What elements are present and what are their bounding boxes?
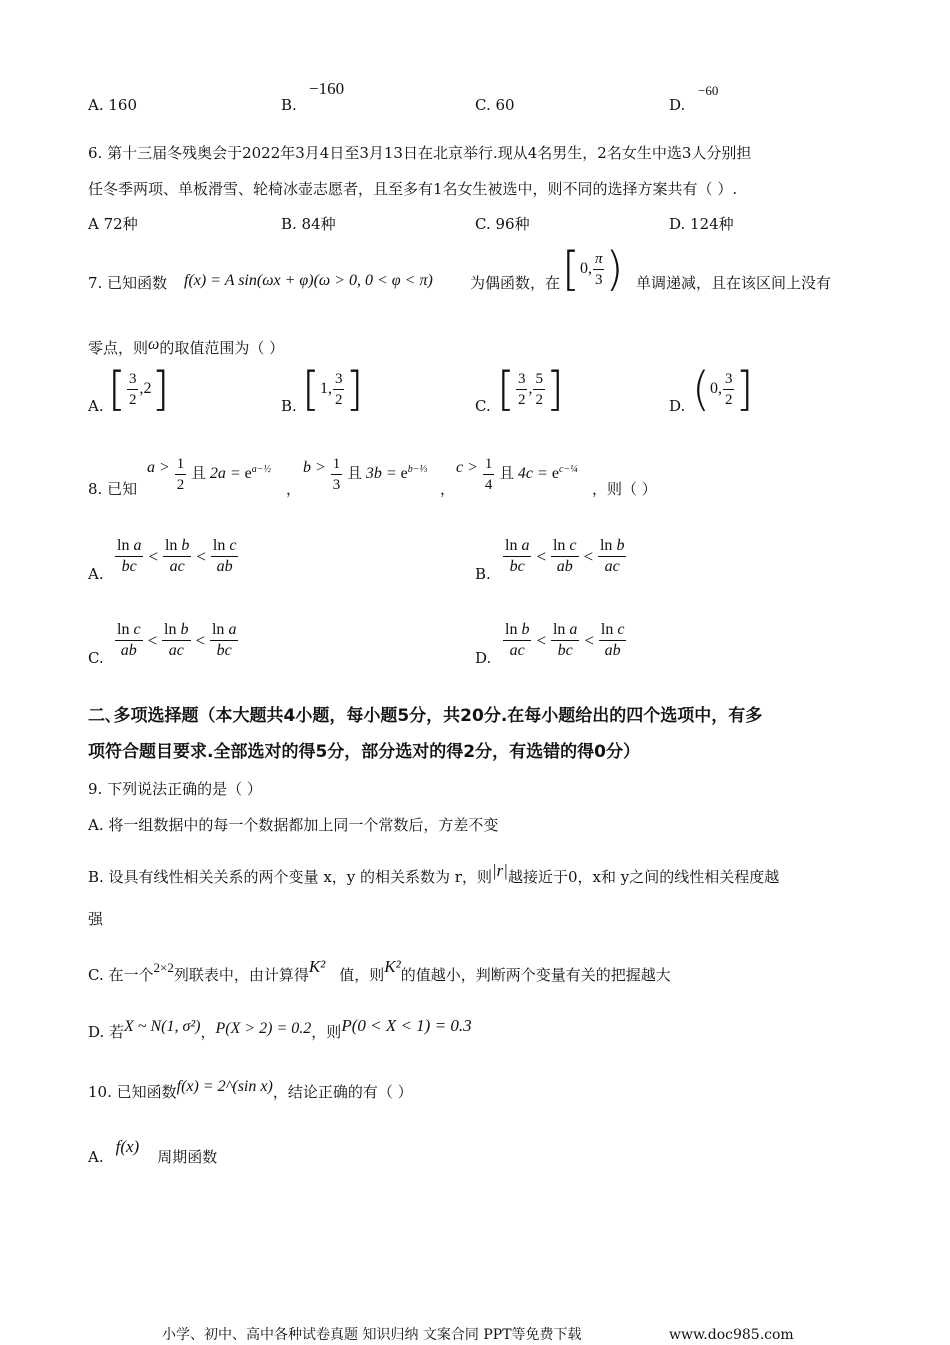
q7-option-d-label: D. [669, 397, 686, 415]
q9-option-c-part1: C. 在一个 [88, 966, 154, 984]
q10-function-formula: f(x) = 2^(sin x) [176, 1078, 273, 1095]
q10-option-a-fx: f(x) [115, 1137, 140, 1156]
q7-interval [562, 242, 624, 296]
q9-option-c-part3: 值，则 [339, 966, 385, 984]
q9-option-b-part1: B. 设具有线性相关关系的两个变量 x，y 的相关系数为 r，则 [88, 868, 492, 886]
q5-option-d-value: −60 [698, 83, 719, 98]
q9-option-d: D. 若X ~ N(1, σ²)，P(X > 2) = 0.2，则P(0 < X < 1) = 0.3 [88, 1016, 472, 1041]
q7-option-c-expr: [ $\frac{3}{2}$ , $\frac{5}{2}$ ] [497, 362, 564, 416]
q7-line2-b: 的取值范围为（ ） [159, 339, 285, 357]
q8-option-d-label: D. [475, 649, 492, 667]
q7-line2-a: 零点，则 [88, 339, 149, 357]
q7-function-formula: f(x) = A sin(ωx + φ)(ω > 0, 0 < φ < π) [184, 272, 433, 289]
q9-option-d-prob1: P(X > 2) = 0.2 [215, 1020, 312, 1037]
q7-stem-line2 [88, 335, 284, 358]
q8-stem-prefix: 8. 已知 [88, 480, 138, 498]
q10-option-a [88, 1137, 217, 1167]
q7-option-b-label: B. [281, 397, 297, 415]
section2-heading-line2: 项符合题目要求.全部选对的得5分，部分选对的得2分，有选错的得0分） [88, 742, 640, 762]
q9-option-c-table: 2×2 [153, 960, 174, 975]
q8-option-c-label: C. [88, 649, 104, 667]
q9-option-c-k-squared: K² [308, 957, 326, 976]
q8-comma-2: ， [440, 480, 456, 498]
q9-option-b-abs-r: |r| [491, 861, 508, 880]
q7-stem-mid: 为偶函数，在 [470, 274, 561, 292]
q7-interval-close-paren: ) [605, 242, 624, 296]
q10-option-a-label: A. [88, 1148, 104, 1166]
q9-option-b [88, 861, 779, 887]
q9-option-d-distribution: X ~ N(1, σ²) [124, 1018, 201, 1035]
footer-text: 小学、初中、高中各种试卷真题 知识归纳 文案合同 PPT等免费下载 [162, 1327, 582, 1343]
q5-option-d-label: D. [669, 96, 686, 114]
q8-condition-c: c > $\frac{1}{4}$ 且 $4c = e^{c-\frac{1}{4}}$ [456, 456, 578, 493]
q6-option-a: A 72种 [88, 215, 138, 233]
q7-option-b-expr: [1, $\frac{3}{2}$ ] [302, 362, 364, 416]
q6-stem-line1: 6. 第十三届冬残奥会于2022年3月4日至3月13日在北京举行.现从4名男生，2名女生中选3人分别担 [88, 144, 752, 162]
q7-interval-den: 3 [594, 271, 603, 288]
q8-option-c-expr: $\frac{\text{ln c}}{ab}$ < $\frac{\text{ln b}}{ac}$ < $\frac{\text{ln a}}{bc}$ [117, 621, 237, 659]
q10-option-a-text: 周期函数 [157, 1148, 218, 1166]
q6-option-b: B. 84种 [281, 215, 336, 233]
q5-option-b-value: −160 [309, 79, 345, 98]
q10-stem [88, 1077, 413, 1102]
q8-option-b-label: B. [475, 565, 491, 583]
q10-stem-prefix: 10. 已知函数 [88, 1083, 177, 1101]
q7-interval-open-bracket: [ [562, 242, 580, 296]
q6-option-d: D. 124种 [669, 215, 734, 233]
q9-option-c [88, 957, 671, 985]
q7-stem-prefix: 7. 已知函数 [88, 274, 168, 292]
q9-option-a: A. 将一组数据中的每一个数据都加上同一个常数后，方差不变 [88, 816, 499, 834]
q9-option-d-part1: D. 若 [88, 1023, 125, 1041]
q8-option-a-label: A. [88, 565, 104, 583]
q5-option-c: C. 60 [475, 96, 515, 114]
q8-condition-b: b > $\frac{1}{3}$ 且 $3b = e^{b-\frac{1}{3}}$ [303, 456, 427, 493]
q9-stem: 9. 下列说法正确的是（ ） [88, 780, 262, 798]
q9-option-d-part2: ，则 [311, 1023, 342, 1041]
q5-option-b-label: B. [281, 96, 297, 114]
q9-option-b-part2: 越接近于0，x和 y之间的线性相关程度越 [507, 868, 780, 886]
q10-stem-suffix: ，结论正确的有（ ） [272, 1083, 413, 1101]
q8-stem-suffix: ，则（ ） [592, 480, 657, 498]
q7-interval-left: 0, [579, 260, 592, 277]
section2-heading-line1: 二､多项选择题（本大题共4小题，每小题5分，共20分.在每小题给出的四个选项中，有多 [88, 706, 763, 726]
footer-site-link[interactable]: www.doc985.com [669, 1327, 794, 1343]
q7-option-d-expr: (0, $\frac{3}{2}$ ] [692, 362, 754, 416]
q7-interval-num: π [593, 249, 605, 270]
q8-comma-1: ， [286, 480, 302, 498]
q9-option-c-part2: 列联表中，由计算得 [173, 966, 309, 984]
q6-option-c: C. 96种 [475, 215, 530, 233]
q9-option-c-k-squared-2: K² [384, 957, 401, 976]
q8-option-d-expr: $\frac{\text{ln b}}{ac}$ < $\frac{\text{ln a}}{bc}$ < $\frac{\text{ln c}}{ab}$ [505, 621, 625, 659]
q9-option-d-prob2: P(0 < X < 1) = 0.3 [341, 1016, 472, 1035]
q7-omega: ω [148, 336, 160, 353]
q7-option-a-expr: [ $\frac{3}{2}$ ,2] [108, 362, 170, 416]
q7-interval-frac [593, 249, 605, 290]
q8-condition-a: a > $\frac{1}{2}$ 且 $2a = e^{a-\frac{1}{2}}$ [147, 456, 271, 493]
q8-option-a-expr: $\frac{\text{ln a}}{bc}$ < $\frac{\text{ln b}}{ac}$ < $\frac{\text{ln c}}{ab}$ [117, 537, 237, 575]
q8-option-b-expr: $\frac{\text{ln a}}{bc}$ < $\frac{\text{ln c}}{ab}$ < $\frac{\text{ln b}}{ac}$ [505, 537, 625, 575]
q7-option-a-label: A. [88, 397, 104, 415]
q6-stem-line2: 任冬季两项、单板滑雪、轮椅冰壶志愿者，且至多有1名女生被选中，则不同的选择方案共有（ ）. [88, 180, 738, 198]
q7-option-c-label: C. [475, 397, 491, 415]
q7-stem-suffix: 单调递减，且在该区间上没有 [636, 274, 832, 292]
q5-option-a: A. 160 [88, 96, 137, 114]
q9-option-b-line2: 强 [88, 910, 104, 928]
q9-option-c-part4: 的值越小，判断两个变量有关的把握越大 [400, 966, 671, 984]
